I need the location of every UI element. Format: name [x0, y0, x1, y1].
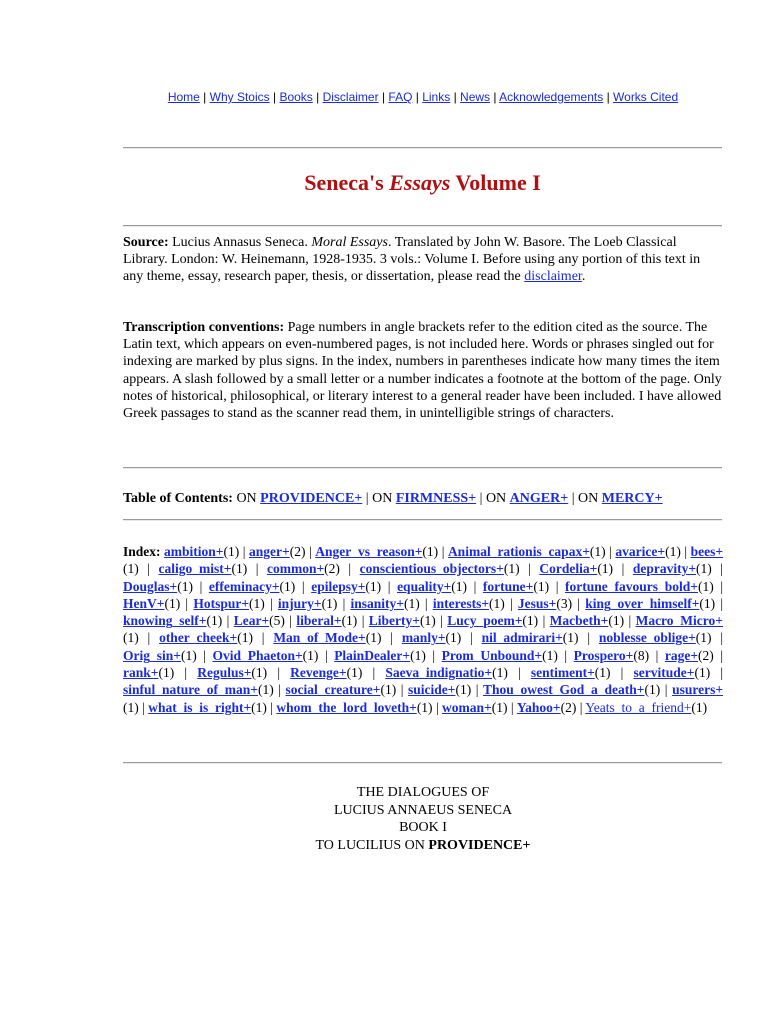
source-end: . [581, 269, 586, 285]
source-text: Lucius Annasus Seneca. [168, 235, 312, 250]
index-count: (1) [594, 665, 611, 681]
index-term-link[interactable]: suicide+ [408, 682, 456, 698]
index-count: (1) [542, 647, 558, 663]
index-count: (1) [695, 630, 712, 646]
index-count: (1) [249, 595, 265, 611]
index-count: (1) [403, 595, 420, 611]
source-book-title: Moral Essays [311, 235, 388, 250]
index-term-link[interactable]: HenV+ [123, 595, 165, 611]
index-count: (1) [608, 613, 625, 629]
toc-link-anger[interactable]: ANGER+ [509, 491, 569, 506]
index-count: (1) [644, 682, 661, 698]
index-count: (1) [251, 699, 267, 715]
index-term-link[interactable]: interests+ [432, 595, 490, 611]
dialogue-line: THE DIALOGUES OF [356, 785, 490, 800]
index-term-link[interactable]: epilepsy+ [311, 578, 366, 594]
nav-link-acknowledgements[interactable]: Acknowledgements [499, 90, 604, 104]
index-term-link[interactable]: ambition+ [164, 544, 224, 559]
index-term-link[interactable]: anger+ [249, 544, 290, 559]
toc-label: Table of Contents: [123, 491, 233, 506]
nav-link-books[interactable]: Books [279, 90, 313, 104]
index-count: (1) [489, 595, 505, 611]
index-count: (1) [455, 682, 472, 698]
index-count: (1) [699, 595, 716, 611]
index-term-link[interactable]: Cordelia+ [539, 561, 598, 577]
index-count: (1) [696, 561, 712, 577]
nav-separator: | [490, 90, 500, 104]
index-term-link[interactable]: injury+ [277, 595, 322, 611]
index-term-link[interactable]: knowing_self+ [123, 613, 207, 629]
index-term-link[interactable]: social_creature+ [285, 682, 381, 698]
divider [123, 225, 722, 227]
index-term-link[interactable]: what_is_is_right+ [148, 699, 252, 715]
divider [123, 147, 722, 149]
nav-link-home[interactable]: Home [167, 90, 200, 104]
index-count: (1) [445, 630, 462, 646]
index-count: (1) [691, 699, 708, 715]
nav-link-works-cited[interactable]: Works Cited [613, 90, 679, 104]
index-term-link[interactable]: manly+ [401, 630, 446, 646]
index-count: (2) [289, 544, 306, 559]
disclaimer-link[interactable]: disclaimer [524, 269, 582, 285]
index-term-link[interactable]: Douglas+ [123, 578, 178, 594]
nav-link-disclaimer[interactable]: Disclaimer [322, 90, 379, 104]
index-term-link[interactable]: Prom_Unbound+ [441, 647, 543, 663]
index-term-link[interactable]: conscientious_objectors+ [359, 561, 504, 577]
index-label: Index: [123, 544, 161, 559]
conventions-paragraph [123, 319, 723, 422]
page-title [123, 170, 722, 196]
index-term-link[interactable]: Yahoo+ [516, 699, 561, 715]
index-count: (1) [416, 699, 433, 715]
conventions-text: Page numbers in angle brackets refer to the edition cited as the source. The Latin text, which appears on even-numbered pages, is not included here. Words or phrases singled out for indexing are marked by plus signs. In the index, numbers in parentheses indicate how many times the item appears. A slash followed by a small letter or a number indicates a footnote at the bottom of the page. Only notes of historical, philosophical, or literary interest to a general reader have been included. I have allowed Greek passages to stand as the scanner read them, in unintelligible strings of characters. [123, 320, 722, 422]
index-term-link[interactable]: Hotspur+ [193, 595, 250, 611]
dialogue-line-text: TO LUCILIUS ON [315, 837, 429, 853]
index-term-link[interactable]: Animal_rationis_capax+ [447, 544, 590, 559]
index-term-link[interactable]: bees+ [690, 544, 724, 559]
index-count: (1) [164, 595, 181, 611]
source-text: . Translated by John W. Basore. The Loeb Classical Library. London: W. Heinemann, 1928-1935. 3 vols.: Volume I. Before using any portion of this text in any theme, essay, research paper, thesis, or dissertation, please read the [123, 235, 701, 285]
index-count: (1) [522, 613, 539, 629]
index-count: (1) [422, 544, 439, 559]
divider [123, 467, 722, 469]
index-term-link[interactable]: caligo_mist+ [158, 561, 232, 577]
index-count: (1) [491, 699, 508, 715]
index-term-link[interactable]: effeminacy+ [208, 578, 280, 594]
title-volume: Volume I [450, 170, 541, 195]
dialogue-line [123, 837, 723, 855]
index-count: (1) [589, 544, 606, 559]
index-term-link[interactable]: PlainDealer+ [334, 647, 411, 663]
index-count: (3) [556, 595, 573, 611]
index-count: (1) [533, 578, 550, 594]
toc-link-mercy[interactable]: MERCY+ [601, 491, 663, 506]
index-count: (1) [419, 613, 436, 629]
divider [123, 762, 722, 764]
index-term-link[interactable]: whom_the_lord_loveth+ [276, 699, 417, 715]
index-term-link[interactable]: sinful_nature_of_man+ [123, 682, 258, 698]
index-term-link[interactable]: insanity+ [350, 595, 404, 611]
index-count: (1) [365, 630, 382, 646]
index-count: (5) [269, 613, 285, 629]
title-text: Seneca's [304, 170, 390, 195]
dialogue-heading [123, 784, 723, 854]
index-term-link[interactable]: king_over_himself+ [585, 595, 700, 611]
index-term-link[interactable]: rank+ [123, 665, 159, 681]
index-term-link[interactable]: woman+ [442, 699, 492, 715]
source-paragraph [123, 234, 723, 286]
index-count: (1) [231, 561, 248, 577]
toc-prefix: | ON [568, 491, 602, 506]
toc-link-firmness[interactable]: FIRMNESS+ [395, 491, 477, 506]
index-term-link[interactable]: rage+ [664, 647, 699, 663]
index-count: (2) [698, 647, 714, 663]
index-count: (1) [694, 665, 711, 681]
index-term-link[interactable]: sentiment+ [530, 665, 595, 681]
index-term-link[interactable]: Jesus+ [517, 595, 557, 611]
index-term-link[interactable]: fortune_favours_bold+ [565, 578, 698, 594]
index-term-link[interactable]: Lucy_poem+ [447, 613, 523, 629]
nav-separator: | [312, 90, 323, 104]
index-term-link[interactable]: Anger_vs_reason+ [315, 544, 423, 559]
index-term-link[interactable]: Prospero+ [573, 647, 634, 663]
index-count: (1) [123, 699, 139, 715]
index-count: (1) [410, 647, 426, 663]
index-count: (1) [206, 613, 223, 629]
index-term-link[interactable]: fortune+ [482, 578, 534, 594]
dialogue-line: BOOK I [399, 820, 447, 835]
index-count: (1) [279, 578, 296, 594]
source-label: Source: [123, 235, 169, 250]
index-count: (1) [251, 665, 268, 681]
nav-link-faq[interactable]: FAQ [388, 90, 413, 104]
index-term-link[interactable]: Thou_owest_God_a_death+ [483, 682, 645, 698]
index-count: (1) [697, 578, 714, 594]
index-term-link[interactable]: Saeva_indignatio+ [385, 665, 493, 681]
index-term-link[interactable]: other_cheek+ [159, 630, 238, 646]
divider [123, 519, 722, 521]
index-term-link[interactable]: noblesse_oblige+ [598, 630, 696, 646]
index-count: (2) [324, 561, 340, 577]
index-count: (1) [158, 665, 175, 681]
index-term-link[interactable]: Yeats_to_a_friend+ [585, 699, 692, 715]
index-count: (1) [180, 647, 197, 663]
toc-prefix: | ON [362, 491, 396, 506]
index-count: (1) [503, 561, 520, 577]
table-of-contents [123, 490, 723, 507]
nav-link-links[interactable]: Links [422, 90, 451, 104]
index-count: (1) [451, 578, 468, 594]
toc-prefix: ON [232, 491, 261, 506]
index-term-link[interactable]: depravity+ [632, 561, 697, 577]
index-term-link[interactable]: Lear+ [233, 613, 270, 629]
index-count: (8) [633, 647, 650, 663]
index-count: (1) [223, 544, 240, 559]
index-count: (1) [123, 561, 139, 577]
index-term-link[interactable]: Man_of_Mode+ [273, 630, 366, 646]
conventions-label: Transcription conventions: [123, 320, 285, 335]
index-count: (1) [321, 595, 338, 611]
index-count: (1) [380, 682, 397, 698]
index-term-link[interactable]: common+ [266, 561, 325, 577]
index-term-link[interactable]: Liberty+ [368, 613, 420, 629]
nav-separator: | [199, 90, 210, 104]
nav-link-news[interactable]: News [460, 90, 491, 104]
index-count: (1) [123, 630, 139, 646]
index-term-link[interactable]: Macro_Micro+ [635, 613, 723, 629]
index-term-link[interactable]: Regulus+ [197, 665, 252, 681]
index-term-link[interactable]: liberal+ [296, 613, 342, 629]
index-count: (1) [302, 647, 319, 663]
index-term-link[interactable]: Orig_sin+ [123, 647, 181, 663]
index-term-link[interactable]: avarice+ [615, 544, 666, 559]
nav-separator: | [378, 90, 389, 104]
index-count: (2) [560, 699, 577, 715]
toc-link-providence[interactable]: PROVIDENCE+ [260, 491, 363, 506]
nav-link-why-stoics[interactable]: Why Stoics [209, 90, 270, 104]
index-term-link[interactable]: Ovid_Phaeton+ [212, 647, 303, 663]
site-navigation [0, 90, 768, 105]
nav-separator: | [412, 90, 423, 104]
index-term-link[interactable]: usurers+ [672, 682, 724, 698]
index-count: (1) [597, 561, 614, 577]
index-count: (1) [365, 578, 382, 594]
index-term-link[interactable]: equality+ [397, 578, 452, 594]
index-term-link[interactable]: servitude+ [633, 665, 695, 681]
dialogue-line-bold: PROVIDENCE+ [428, 837, 531, 853]
nav-separator: | [269, 90, 280, 104]
index-count: (1) [237, 630, 253, 646]
index-term-link[interactable]: Revenge+ [290, 665, 347, 681]
index-count: (1) [665, 544, 681, 559]
index-count: (1) [257, 682, 274, 698]
index-term-link[interactable]: nil_admirari+ [481, 630, 563, 646]
index-count: (1) [341, 613, 358, 629]
toc-prefix: | ON [476, 491, 510, 506]
index-count: (1) [177, 578, 193, 594]
nav-separator: | [603, 90, 614, 104]
index-count: (1) [346, 665, 363, 681]
index-count: (1) [492, 665, 508, 681]
nav-separator: | [450, 90, 461, 104]
dialogue-line: LUCIUS ANNAEUS SENECA [333, 802, 513, 818]
index-term-link[interactable]: Macbeth+ [549, 613, 609, 629]
index-list: Index: ambition+(1) | anger+(2) | Anger_vs_reason+(1) | Animal_rationis_capax+(1) | avarice+(1) | bees+(1) | caligo_mist+(1) | common+(2) | conscientious_objectors+(1) | Cordelia+(1) | depravity+(1) | Douglas+(1) | effeminacy+(1) | epilepsy+(1) | equality+(1) | fortune+(1) | fortune_favours_bold+(1) | HenV+(1) | Hotspur+(1) | injury+(1) | insanity+(1) | interests+(1) | Jesus+(3) | king_over_himself+(1) | knowing_self+(1) | Lear+(5) | liberal+(1) | Liberty+(1) | Lucy_poem+(1) | Macbeth+(1) | Macro_Micro+(1) | other_cheek+(1) | Man_of_Mode+(1) | manly+(1) | nil_admirari+(1) | noblesse_oblige+(1) | Orig_sin+(1) | Ovid_Phaeton+(1) | PlainDealer+(1) | Prom_Unbound+(1) | Prospero+(8) | rage+(2) | rank+(1) | Regulus+(1) | Revenge+(1) | Saeva_indignatio+(1) | sentiment+(1) | servitude+(1) | sinful_nature_of_man+(1) | social_creature+(1) | suicide+(1) | Thou_owest_God_a_death+(1) | usurers+(1) | what_is_is_right+(1) | whom_the_lord_loveth+(1) | woman+(1) | Yahoo+(2) | Yeats_to_a_friend+(1) [123, 544, 724, 715]
index-count: (1) [562, 630, 579, 646]
title-italic: Essays [389, 170, 451, 195]
